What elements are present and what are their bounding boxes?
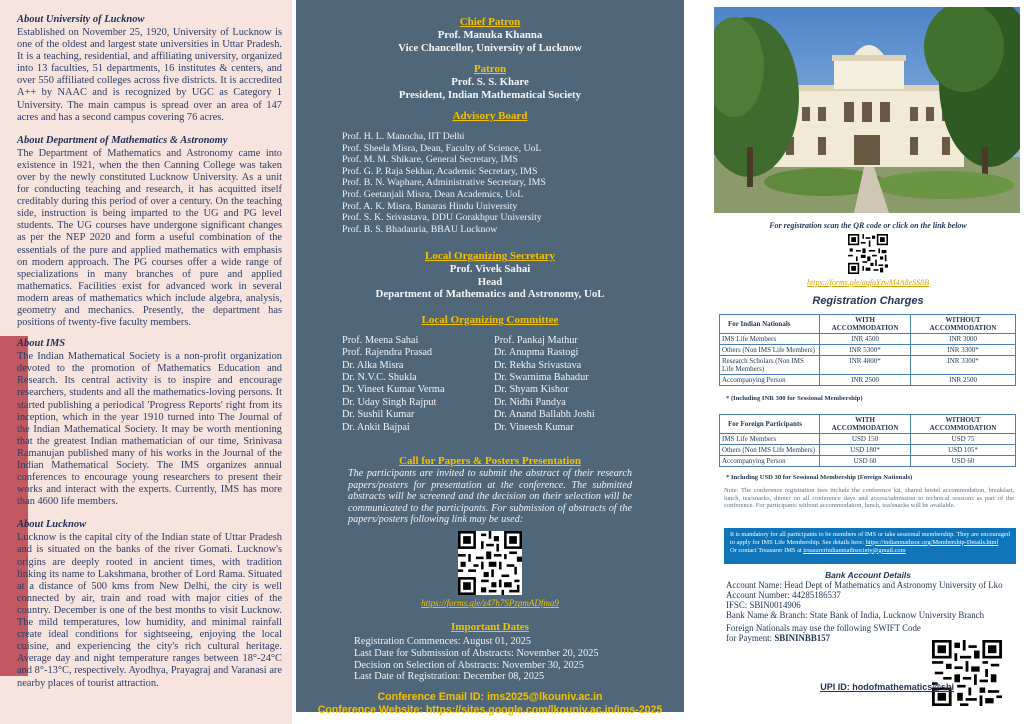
table-header-cell: For Foreign Participants [720,415,820,434]
table-row [720,434,1016,445]
about-lucknow-heading: About Lucknow [17,519,87,531]
membership-info-box [724,528,1016,564]
table-header-row [720,315,1016,334]
committee-column-2 [494,335,595,434]
table-row [720,345,1016,356]
date-item: Last Date for Submission of Abstracts: November 20, 2025 [354,647,599,659]
abstract-form-link[interactable]: https://forms.gle/z47h7SPzpmADfma9 [421,598,559,609]
about-ims-heading: About IMS [17,338,66,350]
advisory-member: Prof. H. L. Manocha, IIT Delhi [342,131,465,142]
advisory-member: Prof. Sheela Misra, Dean, Faculty of Science, UoL [342,142,542,154]
committee-member: Dr. Rekha Srivastava [494,359,582,371]
table-header-cell: WITHOUT ACCOMMODATION [911,315,1016,334]
important-dates-title: Important Dates [451,621,529,634]
indian-fees-footnote: * (Including INR 300 for Sessional Membership) [726,395,863,402]
organizing-committee-title: Local Organizing Committee [421,313,559,326]
date-item: Registration Commences: August 01, 2025 [354,636,532,648]
registration-fee-note: Note: The conference registration fees include the conference kit, shared hostel accommodation, breakfast, lunch, tea/snacks, dinner on all conference days and access/admission to technical sessions as part of the conference. For participants without accommodation, lunch, tea/snacks will be available. [724,487,1014,510]
advisory-member: Prof. B. N. Waphare, Administrative Secretary, IMS [342,177,546,189]
registration-form-link[interactable]: https://forms.gle/aqfaYzwM4A8eSS8B [807,278,929,287]
date-item: Decision on Selection of Abstracts: November 30, 2025 [354,659,584,671]
treasurer-email-link[interactable]: treasurerindianmathsociety@gmail.com [803,546,906,554]
membership-text: It is mandatory for all participants to be members of IMS or take sessional membership. They are encouraged to apply for IMS Life Membership. See details here: [730,531,1010,546]
table-cell: INR 3300* [911,356,1016,375]
about-university-heading: About University of Lucknow [17,14,145,25]
committee-member: Dr. Ankit Bajpai [342,421,410,433]
committee-member: Prof. Rajendra Prasad [342,347,433,359]
chief-patron-name: Prof. Manuka Khanna [437,29,543,41]
table-cell: INR 4800* [820,356,911,375]
table-header-cell: For Indian Nationals [720,315,820,334]
table-header-row [720,415,1016,434]
table-header-cell: WITHOUT ACCOMMODATION [911,415,1016,434]
organizing-secretary-title: Local Organizing Secretary [425,250,555,263]
university-building-photo [714,7,1020,213]
indian-fees-table [719,314,1016,386]
table-row [720,334,1016,345]
about-department-section [17,135,282,329]
bank-details-title: Bank Account Details [825,570,911,580]
call-for-papers-block [296,454,684,608]
advisory-member: Prof. Geetanjali Misra, Dean Academics, UoL [342,188,524,200]
committee-member: Dr. Swarnima Bahadur [494,372,589,384]
swift-label: Foreign Nationals may use the following SWIFT Code for Payment: [726,623,921,644]
advisory-board-list [296,131,684,235]
table-header-cell: WITH ACCOMMODATION [820,415,911,434]
middle-column [296,0,684,717]
about-university-text: Established on November 25, 1920, University of Lucknow is one of the oldest and largest state universities in Uttar Pradesh. It is a teaching, residential, and affiliating university, organized into 13 faculties, 51 departments, 16 institutes & centers, and over 550 affiliated colleges across five districts. It is accredited A++ by NAAC and is recognized by UGC as Category 1 University. The main campus is spread over an area of 147 acres and has a second campus covering 76 acres. [17,27,282,123]
important-dates-list [296,636,684,683]
table-cell: IMS Life Members [720,434,820,445]
table-header-cell: WITH ACCOMMODATION [820,315,911,334]
table-cell: USD 105* [911,445,1016,456]
table-cell: INR 3000 [911,334,1016,345]
committee-member: Dr. N.V.C. Shukla [342,372,417,384]
committee-member: Dr. Alka Misra [342,359,404,371]
about-lucknow-text: Lucknow is the capital city of the Indian state of Uttar Pradesh and is situated on the banks of the river Gomati. Lucknow's origins are deeply rooted in ancient times, with tradition linking its name to Lakshmana, brother of Lord Rama. Situated at a distance of 500 kms from New Delhi, the city is well connected by air, train and road with major cities of the country. December is one of the best months to visit Lucknow. The mild temperatures, low humidity, and minimal rainfall create ideal conditions for sightseeing, enjoying the local cuisine, and experiencing the city's rich cultural heritage. Average day and night temperature ranges between 18°-24°C and 8°-13°C, respectively. Ayodhya, Prayagraj and Varanasi are nearby places of tourist attraction. [17,532,282,689]
call-for-papers-title: Call for Papers & Posters Presentation [399,455,581,468]
advisory-member: Prof. A. K. Misra, Banaras Hindu University [342,200,518,212]
organizing-secretary-dept: Department of Mathematics and Astronomy, UoL [375,288,605,301]
committee-member: Prof. Pankaj Mathur [494,334,578,346]
about-university-section [17,14,282,124]
membership-link[interactable]: https://indianmathsoc.org/Membership-Details.html [865,538,999,546]
committee-member: Dr. Sushil Kumar [342,409,415,421]
table-cell: Accompanying Person [720,456,820,467]
chief-patron-role: Vice Chancellor, University of Lucknow [398,41,582,54]
chief-patron-block [296,15,684,54]
advisory-member: Prof. M. M. Shikare, General Secretary, IMS [342,154,518,166]
table-cell: Others (Non IMS Life Members) [720,445,820,456]
patron-block [296,62,684,101]
organizing-committee-block [296,313,684,434]
foreign-fees-table [719,414,1016,467]
committee-member: Dr. Anupma Rastogi [494,347,579,359]
registration-note: For registration scan the QR code or click on the link below [769,221,967,230]
committee-member: Dr. Nidhi Pandya [494,396,566,408]
table-row [720,445,1016,456]
table-cell: Research Scholars (Non IMS Life Members) [720,356,820,375]
date-item: Last Date of Registration: December 08, 2025 [354,671,545,683]
upi-id: UPI ID: hodofmathematics@sbi [820,682,954,692]
bank-branch: Bank Name & Branch: State Bank of India, Lucknow University Branch [726,610,985,621]
left-column [0,0,292,724]
about-ims-section [17,338,282,508]
patron-name: Prof. S. S. Khare [451,76,529,88]
right-column [712,0,1024,724]
table-cell: INR 2500 [820,375,911,386]
table-cell: USD 60 [911,456,1016,467]
table-cell: INR 3300* [911,345,1016,356]
patron-title: Patron [473,63,507,75]
table-cell: USD 150 [820,434,911,445]
committee-member: Prof. Meena Sahai [342,334,419,346]
table-cell: INR 5300* [820,345,911,356]
advisory-board-block [296,109,684,235]
advisory-member: Prof. G. P. Raja Sekhar, Academic Secretary, IMS [342,165,538,177]
table-row [720,356,1016,375]
table-cell: USD 60 [820,456,911,467]
table-cell: USD 180* [820,445,911,456]
conference-email[interactable]: Conference Email ID: ims2025@lkouniv.ac.in [377,691,603,704]
committee-member: Dr. Uday Singh Rajput [342,396,437,408]
organizing-secretary-name: Prof. Vivek Sahai [449,263,531,276]
committee-member: Dr. Shyam Kishor [494,384,569,396]
upi-qr-code[interactable] [932,640,1002,711]
about-lucknow-section [17,519,282,689]
table-cell: IMS Life Members [720,334,820,345]
committee-member: Dr. Anand Ballabh Joshi [494,409,595,421]
conference-website[interactable]: Conference Website: https://sites.google.com/lkouniv.ac.in/ims-2025 [317,704,663,717]
swift-code: SBININBB157 [774,633,831,644]
swift-info [726,623,926,643]
table-cell: Accompanying Person [720,375,820,386]
about-department-heading: About Department of Mathematics & Astronomy [17,134,228,146]
advisory-member: Prof. B. S. Bhadauria, BBAU Lucknow [342,223,498,235]
bank-account-number: Account Number: 44285186537 [726,590,841,601]
table-cell: Others (Non IMS Life Members) [720,345,820,356]
advisory-board-title: Advisory Board [452,110,528,122]
advisory-member: Prof. S. K. Srivastava, DDU Gorakhpur University [342,212,542,224]
table-row [720,456,1016,467]
committee-member: Dr. Vineet Kumar Verma [342,384,445,396]
table-cell: INR 4500 [820,334,911,345]
important-dates-block [296,620,684,683]
registration-charges-title: Registration Charges [812,295,924,307]
call-for-papers-text: The participants are invited to submit the abstract of their research papers/posters for presentation at the conference. The submitted abstracts will be screened and the decision on their selection will be communicated to the participants. For submission of abstracts of the papers/posters following link may be used: [348,468,632,526]
chief-patron-title: Chief Patron [459,16,521,28]
table-cell: USD 75 [911,434,1016,445]
organizing-secretary-block [296,249,684,301]
bank-account-name: Account Name: Head Dept of Mathematics and Astronomy University of Lko [726,580,1003,590]
organizing-committee-list [296,335,684,434]
table-cell: INR 2500 [911,375,1016,386]
about-department-text: The Department of Mathematics and Astronomy came into existence in 1921, when the then Canning College was taken over by the newly constituted Lucknow University. As a unit for conducting teaching and research, it has acquitted itself creditably during this period of over a century. On the teaching side, instruction is being imparted to the UG and PG level students. The UG courses have undergone significant changes as per the NEP 2020 and form a useful combination of the essentials of the pure and applied mathematics with emphasis on modern approach. The PG courses offer a wide range of specializations in many branches of pure and applied mathematics. Facilities exist for advanced work in several modern areas of mathematics which include algebra, analysis, geometry and mechanics. Presently, the department has positions of twenty-five faculty members. [17,147,282,329]
foreign-fees-footnote: * Including USD 30 for Sessional Membership (Foreign Nationals) [726,474,913,481]
bank-ifsc: IFSC: SBIN0014906 [726,600,801,611]
patron-role: President, Indian Mathematical Society [398,88,582,101]
abstract-qr-code[interactable] [296,531,684,595]
bank-details [726,580,1016,644]
committee-member: Dr. Vineesh Kumar [494,421,574,433]
about-ims-text: The Indian Mathematical Society is a non-profit organization devoted to the promotion of Mathematics Education and Research. Its central activity is to inspire and encourage researchers, students and all the mathematics-loving persons. It started publishing a periodical 'Progress Reports' right from its inception, which in the year 1910 turned into The Journal of the Indian Mathematical Society. It may be worth mentioning that the greatest Indian mathematician of our time, Srinivasa Ramanujan published many of his works in the Journal of the Indian Mathematical Society. The IMS organizes annual conferences to encourage young researchers to present their works and interact with the experts. Currently, IMS has more than 4600 life members. [17,351,282,508]
table-row [720,375,1016,386]
registration-qr-code[interactable] [848,234,888,279]
organizing-secretary-role: Head [477,275,503,288]
committee-column-1 [342,335,494,434]
treasurer-contact-text: Or contact Treasurer IMS at [730,546,802,554]
